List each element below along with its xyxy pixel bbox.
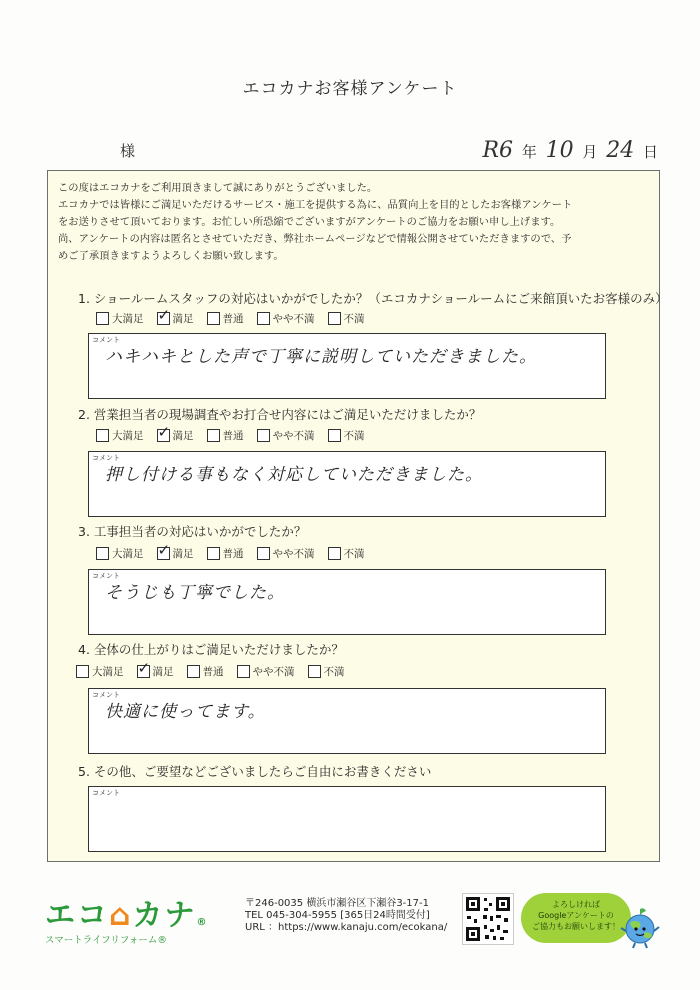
rating-options-4 — [76, 664, 358, 679]
intro-text — [58, 180, 648, 265]
date-field — [478, 138, 658, 163]
option-neutral[interactable]: 普通 — [207, 546, 244, 561]
comment-text-2: 押し付ける事もなく対応していただきました。 — [105, 465, 483, 485]
question-1: 1. ショールームスタッフの対応はいかがでしたか？（エコカナショールームにご来館頂いたお客様のみ） — [78, 291, 668, 306]
contact-info — [245, 898, 447, 934]
option-neutral[interactable]: 普通 — [187, 664, 224, 679]
option-neutral[interactable]: 普通 — [207, 311, 244, 326]
website-url[interactable]: URL ：https://www.kanaju.com/ecokana/ — [245, 922, 448, 933]
comment-text-3: そうじも丁寧でした。 — [105, 583, 285, 603]
option-somewhat-dissatisfied[interactable]: やや不満 — [257, 311, 315, 326]
rating-options-3 — [96, 546, 378, 561]
ecokana-logo: エコ⌂カナ® スマートライフリフォーム® — [45, 898, 209, 946]
option-dissatisfied[interactable]: 不満 — [328, 546, 365, 561]
option-somewhat-dissatisfied[interactable]: やや不満 — [237, 664, 295, 679]
question-5: 5. その他、ご要望などございましたらご自由にお書きください — [78, 764, 432, 779]
option-neutral[interactable]: 普通 — [207, 428, 244, 443]
globe-mascot-icon — [620, 907, 660, 953]
intro-line: エコカナでは皆様にご満足いただけるサービス・施工を提供する為に、品質向上を目的としたお客様アンケート — [58, 199, 573, 211]
intro-line: 尚、アンケートの内容は匿名とさせていただき、弊社ホームページなどで情報公開させていただきますので、予 — [58, 233, 572, 245]
option-dissatisfied[interactable]: 不満 — [328, 311, 365, 326]
phone: TEL 045-304-5955 [365日24時間受付] — [245, 910, 430, 921]
qr-code-icon[interactable] — [462, 893, 514, 945]
option-satisfied[interactable]: ✓ 満足 — [157, 311, 194, 326]
intro-line: めご了承頂きますようよろしくお願い致します。 — [58, 250, 284, 262]
question-4: 4. 全体の仕上がりはご満足いただけましたか？ — [78, 642, 344, 657]
comment-box-1[interactable]: コメント ハキハキとした声で丁寧に説明していただきました。 — [88, 333, 606, 399]
question-3: 3. 工事担当者の対応はいかがでしたか？ — [78, 524, 307, 539]
date-year-unit: 年 — [521, 143, 537, 161]
comment-box-4[interactable]: コメント 快適に使ってます。 — [88, 688, 606, 754]
option-dissatisfied[interactable]: 不満 — [308, 664, 345, 679]
option-very-satisfied[interactable]: 大満足 — [96, 546, 144, 561]
date-month: 24 — [606, 138, 635, 163]
option-somewhat-dissatisfied[interactable]: やや不満 — [257, 546, 315, 561]
option-very-satisfied[interactable]: 大満足 — [96, 428, 144, 443]
google-survey-bubble: よろしければ Googleアンケートの ご協力もお願いします！ — [521, 893, 631, 943]
house-icon: ⌂ — [109, 898, 133, 933]
intro-line: をお送りさせて頂いております。お忙しい所恐縮でございますがアンケートのご協力をお願い申し上げます。 — [58, 216, 561, 228]
intro-line: この度はエコカナをご利用頂きまして誠にありがとうございました。 — [58, 182, 378, 194]
comment-box-2[interactable]: コメント 押し付ける事もなく対応していただきました。 — [88, 451, 606, 517]
recipient-suffix: 様 — [120, 142, 136, 160]
question-2: 2. 営業担当者の現場調査やお打合せ内容にはご満足いただけましたか？ — [78, 407, 482, 422]
page-title: エコカナお客様アンケート — [242, 79, 458, 99]
option-somewhat-dissatisfied[interactable]: やや不満 — [257, 428, 315, 443]
date-day-unit: 日 — [642, 143, 658, 161]
option-dissatisfied[interactable]: 不満 — [328, 428, 365, 443]
date-year: 10 — [545, 138, 574, 163]
rating-options-1 — [96, 311, 378, 326]
option-very-satisfied[interactable]: 大満足 — [96, 311, 144, 326]
option-satisfied[interactable]: ✓ 満足 — [157, 428, 194, 443]
date-era: R6 — [482, 138, 514, 163]
option-very-satisfied[interactable]: 大満足 — [76, 664, 124, 679]
comment-text-1: ハキハキとした声で丁寧に説明していただきました。 — [105, 347, 537, 367]
comment-box-3[interactable]: コメント そうじも丁寧でした。 — [88, 569, 606, 635]
option-satisfied[interactable]: ✓ 満足 — [157, 546, 194, 561]
option-satisfied[interactable]: ✓ 満足 — [137, 664, 174, 679]
address: 〒246-0035 横浜市瀬谷区下瀬谷3-17-1 — [245, 898, 429, 909]
logo-subtitle: スマートライフリフォーム® — [45, 935, 167, 946]
comment-text-4: 快適に使ってます。 — [105, 702, 266, 722]
comment-box-5[interactable]: コメント — [88, 786, 606, 852]
date-month-unit: 月 — [582, 143, 598, 161]
rating-options-2 — [96, 428, 378, 443]
